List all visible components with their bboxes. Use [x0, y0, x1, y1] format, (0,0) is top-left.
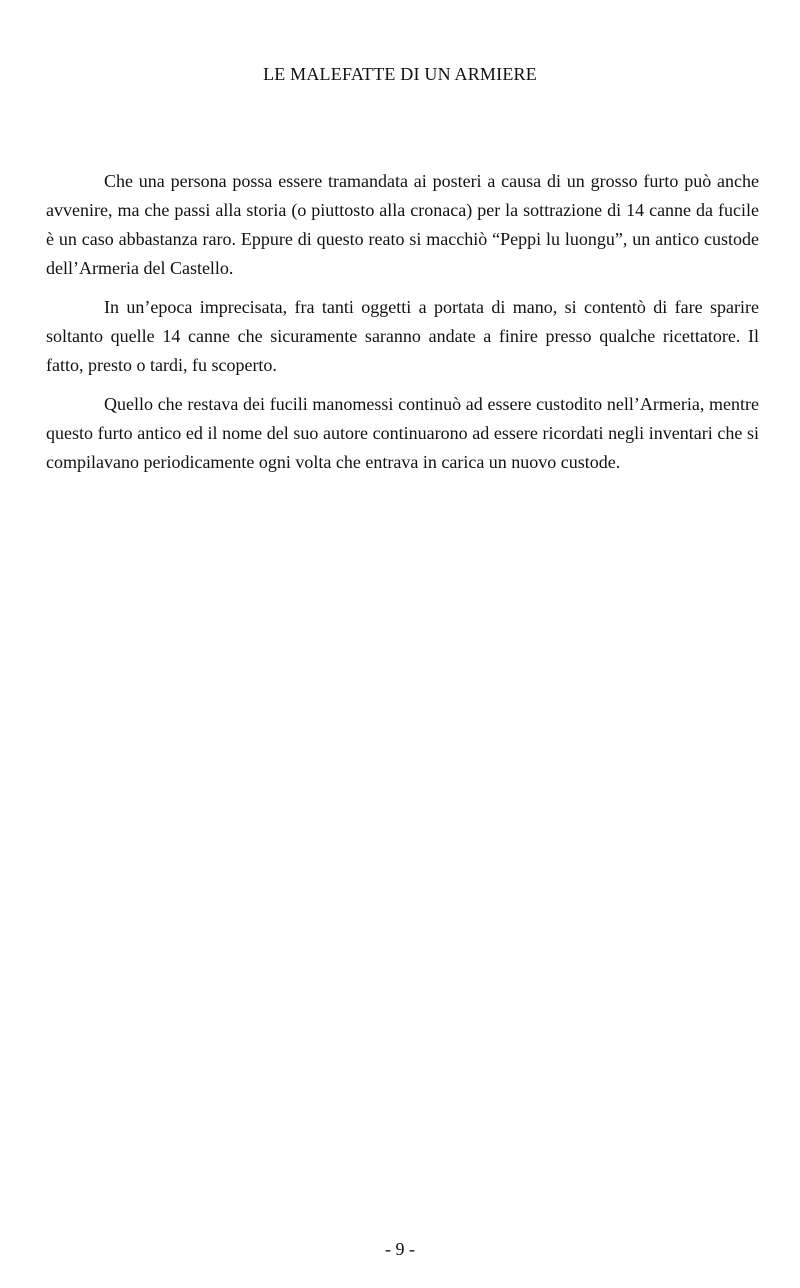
- running-title: LE MALEFATTE DI UN ARMIERE: [263, 64, 537, 84]
- paragraph-2: In un’epoca imprecisata, fra tanti oggetti a portata di mano, si contentò di fare sparire soltanto quelle 14 canne che sicuramente saranno andate a finire presso qualche ricettatore. Il fatto, presto o tardi, fu scoperto.: [46, 297, 759, 375]
- body-text: [46, 167, 759, 487]
- page-number: - 9 -: [385, 1239, 415, 1259]
- paragraph-1: Che una persona possa essere tramandata ai posteri a causa di un grosso furto può anche avvenire, ma che passi alla storia (o piuttosto alla cronaca) per la sottrazione di 14 canne da fucile è un caso abbastanza raro. Eppure di questo reato si macchiò “Peppi lu luongu”, un antico custode dell’Armeria del Castello.: [46, 171, 759, 278]
- paragraph-3: Quello che restava dei fucili manomessi continuò ad essere custodito nell’Armeria, mentre questo furto antico ed il nome del suo autore continuarono ad essere ricordati negli inventari che si compilavano periodicamente ogni volta che entrava in carica un nuovo custode.: [46, 394, 759, 472]
